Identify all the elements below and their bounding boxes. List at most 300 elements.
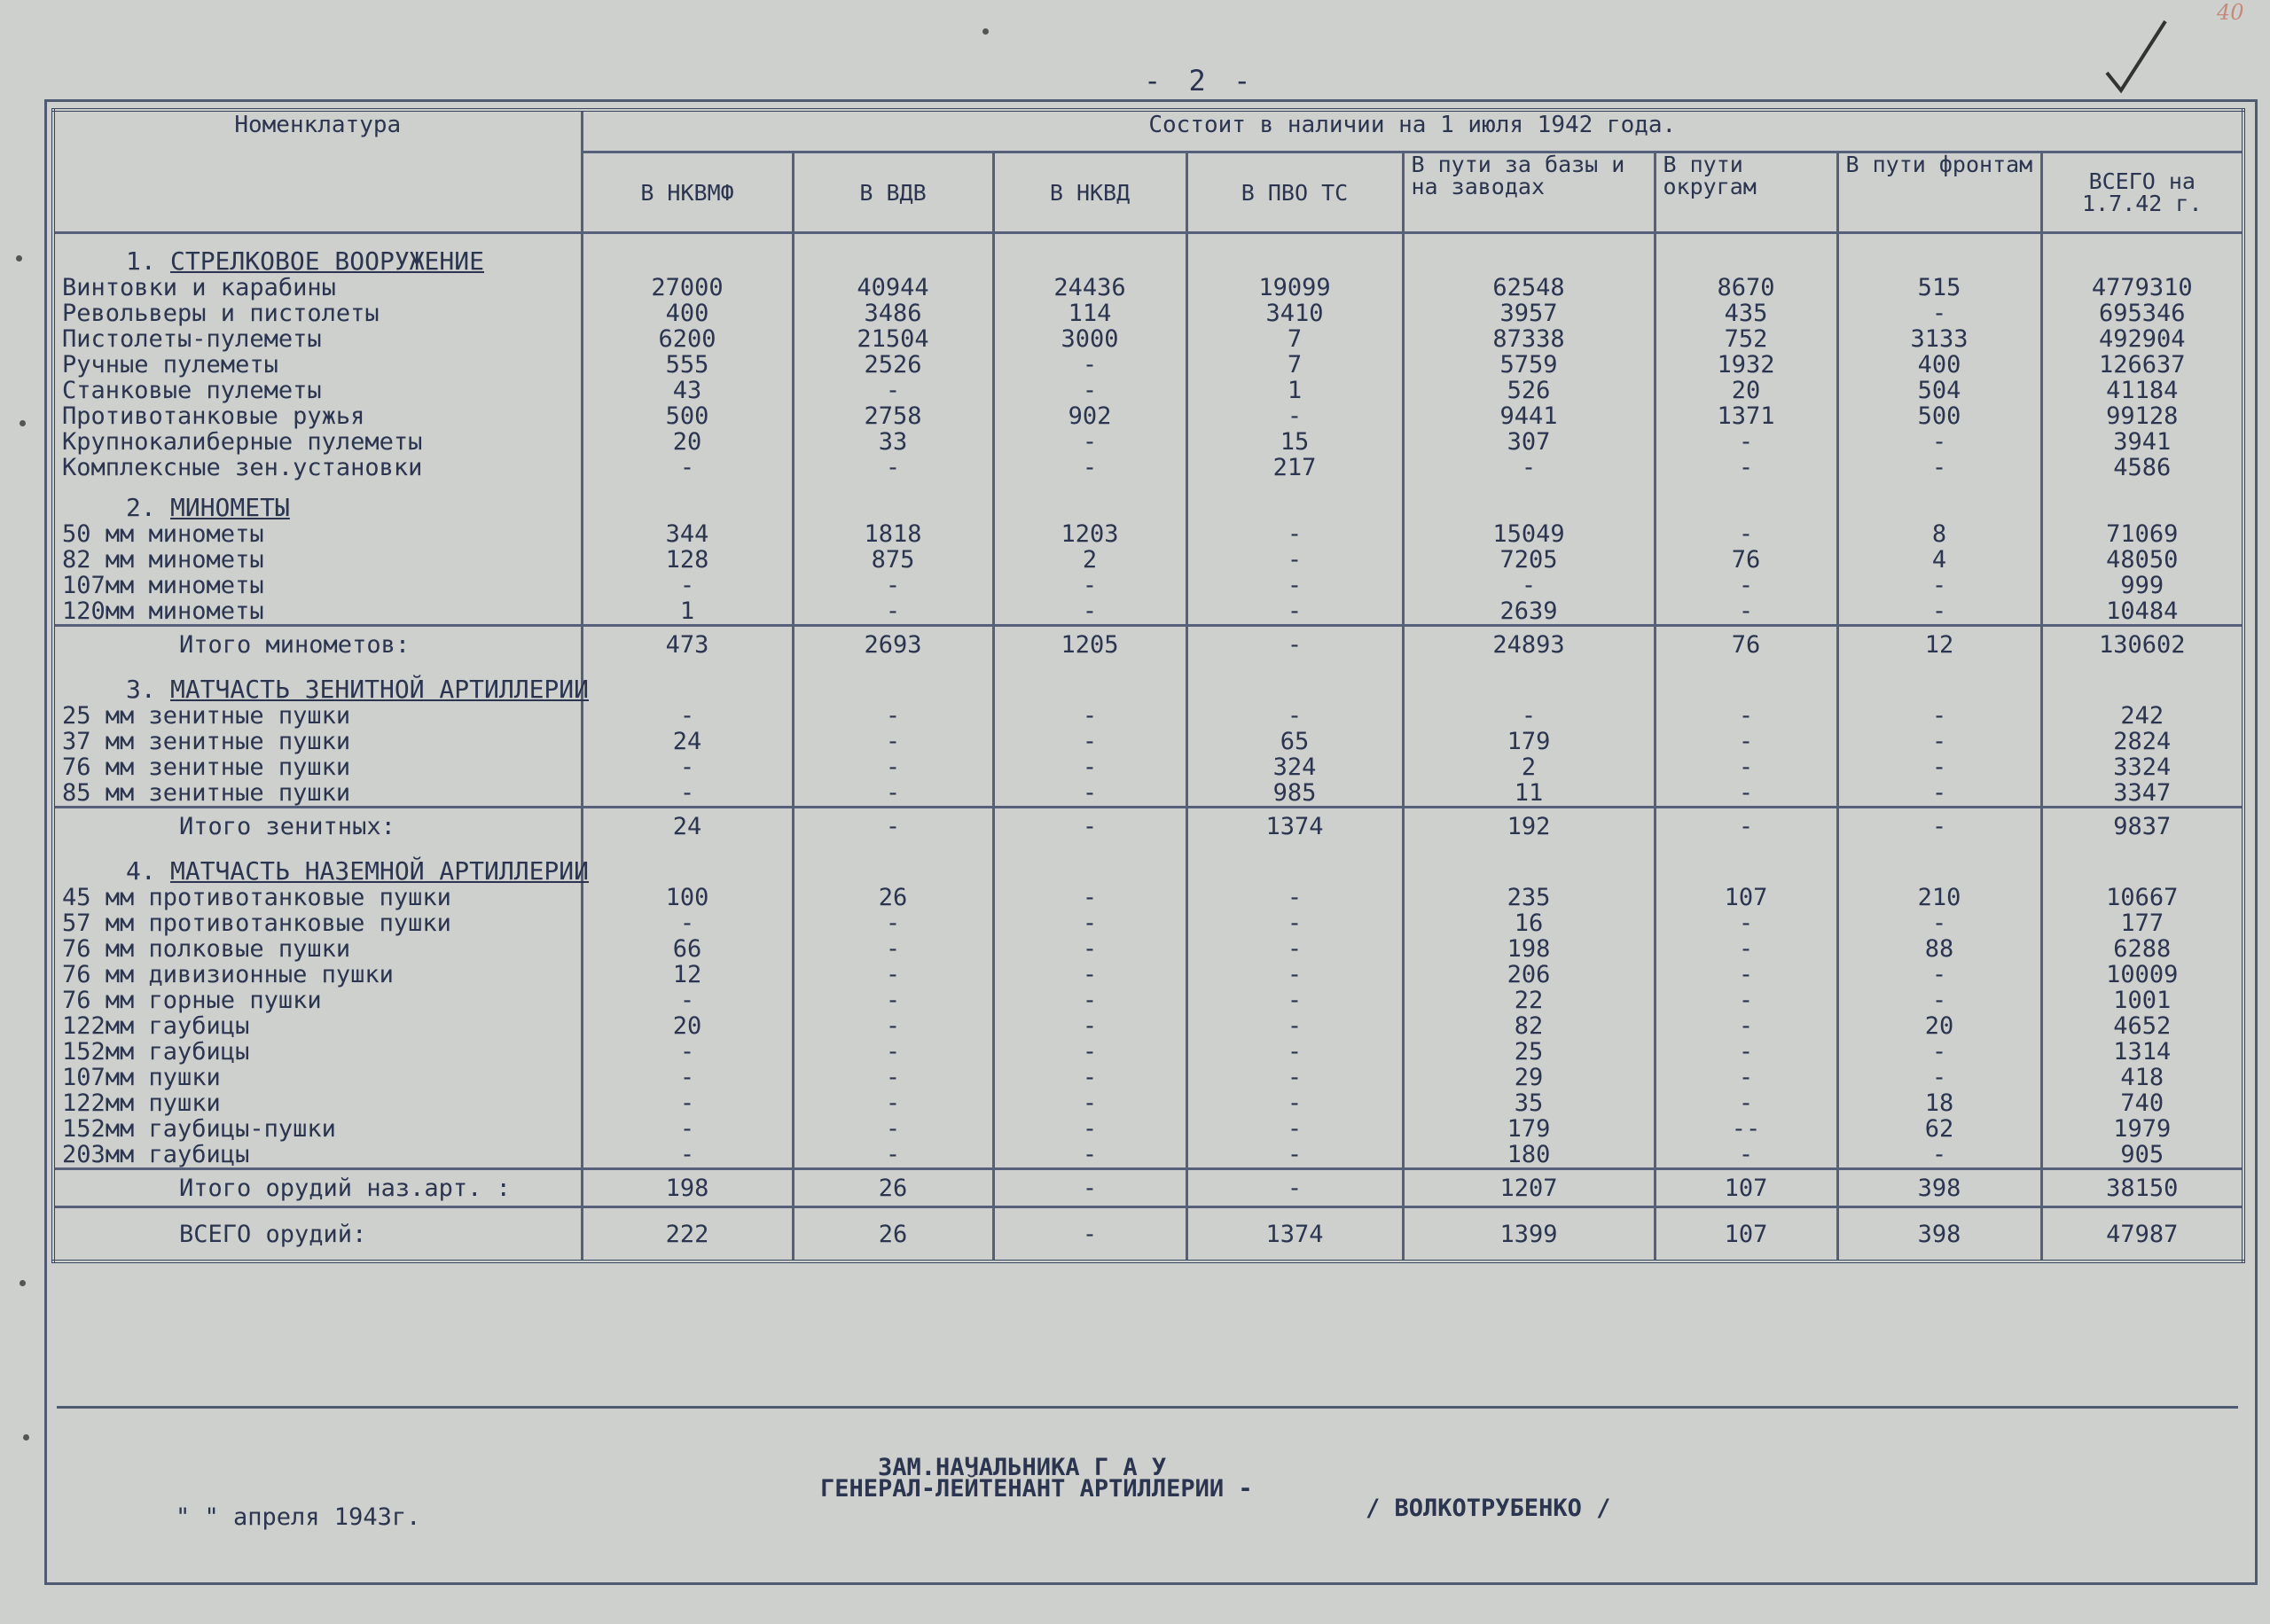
- cell-value: 198: [582, 1169, 793, 1207]
- signature-date: " " апреля 1943г.: [176, 1503, 421, 1531]
- cell-value: -: [1186, 910, 1403, 936]
- cell-value: -: [993, 1142, 1186, 1169]
- cell-value: 4586: [2041, 455, 2243, 480]
- cell-value: 398: [1837, 1169, 2041, 1207]
- cell-value: -: [582, 988, 793, 1013]
- cell-value: 24: [582, 808, 793, 845]
- row-label: Пистолеты-пулеметы: [53, 326, 582, 352]
- cell-value: 43: [582, 378, 793, 403]
- cell-value: 179: [1403, 1116, 1655, 1142]
- cell-value: 905: [2041, 1142, 2243, 1169]
- archive-mark: 40: [2217, 0, 2244, 25]
- signature-name: / ВОЛКОТРУБЕНКО /: [1366, 1495, 1611, 1522]
- row-label: Станковые пулеметы: [53, 378, 582, 403]
- cell-value: 400: [1837, 352, 2041, 378]
- cell-value: -: [993, 378, 1186, 403]
- cell-value: -: [582, 754, 793, 780]
- cell-value: -: [1837, 1039, 2041, 1065]
- cell-value: -: [1837, 910, 2041, 936]
- cell-value: 2758: [793, 403, 993, 429]
- cell-value: -: [1655, 962, 1837, 988]
- cell-value: -: [1403, 573, 1655, 598]
- punch-hole: [20, 1280, 26, 1286]
- cell-value: -: [993, 1039, 1186, 1065]
- cell-value: -: [993, 808, 1186, 845]
- cell-value: -: [793, 808, 993, 845]
- cell-value: 100: [582, 885, 793, 910]
- cell-value: 198: [1403, 936, 1655, 962]
- table-row: [53, 754, 2243, 780]
- cell-value: 1: [582, 598, 793, 626]
- span-title: Состоит в наличии на 1 июля 1942 года.: [582, 110, 2243, 152]
- table-row: [53, 378, 2243, 403]
- cell-value: 15049: [1403, 521, 1655, 547]
- cell-value: -: [1186, 547, 1403, 573]
- section-number: 1.: [126, 246, 156, 276]
- cell-value: 985: [1186, 780, 1403, 808]
- row-label: Итого зенитных:: [53, 808, 582, 845]
- cell-value: 29: [1403, 1065, 1655, 1090]
- cell-value: -: [1655, 521, 1837, 547]
- cell-value: 1314: [2041, 1039, 2243, 1065]
- cell-value: 10484: [2041, 598, 2243, 626]
- empty-cell: [582, 233, 793, 276]
- cell-value: 128: [582, 547, 793, 573]
- cell-value: -: [993, 1207, 1186, 1262]
- section-number: 3.: [126, 675, 156, 704]
- cell-value: -: [993, 1090, 1186, 1116]
- cell-value: 3941: [2041, 429, 2243, 455]
- cell-value: -: [1655, 754, 1837, 780]
- empty-cell: [1837, 480, 2041, 521]
- table-row: [53, 1142, 2243, 1169]
- total-row: [53, 808, 2243, 845]
- cell-value: 7: [1186, 326, 1403, 352]
- empty-cell: [2041, 662, 2243, 703]
- cell-value: -: [1837, 729, 2041, 754]
- cell-value: -: [793, 1039, 993, 1065]
- cell-value: 24436: [993, 275, 1186, 301]
- empty-cell: [1837, 844, 2041, 885]
- cell-value: 35: [1403, 1090, 1655, 1116]
- cell-value: -: [993, 598, 1186, 626]
- cell-value: -: [1403, 455, 1655, 480]
- cell-value: -: [1655, 598, 1837, 626]
- cell-value: 48050: [2041, 547, 2243, 573]
- empty-cell: [1655, 844, 1837, 885]
- empty-cell: [2041, 480, 2243, 521]
- cell-value: -: [1655, 703, 1837, 729]
- cell-value: 20: [1655, 378, 1837, 403]
- cell-value: -: [1655, 1013, 1837, 1039]
- cell-value: -: [993, 1013, 1186, 1039]
- row-label: Винтовки и карабины: [53, 275, 582, 301]
- cell-value: -: [1186, 1090, 1403, 1116]
- cell-value: -: [582, 1090, 793, 1116]
- cell-value: -: [993, 573, 1186, 598]
- cell-value: -: [1655, 455, 1837, 480]
- cell-value: -: [993, 703, 1186, 729]
- cell-value: -: [793, 729, 993, 754]
- bottom-rule: [57, 1406, 2238, 1409]
- grand-total-row: [53, 1207, 2243, 1262]
- cell-value: 1374: [1186, 1207, 1403, 1262]
- cell-value: 235: [1403, 885, 1655, 910]
- table-row: [53, 910, 2243, 936]
- table-row: [53, 780, 2243, 808]
- empty-cell: [1655, 233, 1837, 276]
- table-row: [53, 729, 2243, 754]
- cell-value: -: [582, 910, 793, 936]
- column-header: В пути фронтам: [1837, 152, 2041, 233]
- cell-value: -: [793, 780, 993, 808]
- cell-value: 222: [582, 1207, 793, 1262]
- cell-value: 12: [1837, 626, 2041, 663]
- table-row: [53, 301, 2243, 326]
- empty-cell: [1186, 662, 1403, 703]
- table-body: [53, 233, 2243, 1262]
- row-label: 107мм минометы: [53, 573, 582, 598]
- cell-value: 16: [1403, 910, 1655, 936]
- cell-value: -: [1186, 1142, 1403, 1169]
- cell-value: -: [793, 703, 993, 729]
- cell-value: 20: [582, 429, 793, 455]
- cell-value: -: [993, 754, 1186, 780]
- cell-value: -: [1186, 573, 1403, 598]
- empty-cell: [582, 844, 793, 885]
- empty-cell: [2041, 233, 2243, 276]
- cell-value: 515: [1837, 275, 2041, 301]
- row-label: 76 мм полковые пушки: [53, 936, 582, 962]
- cell-value: -: [582, 573, 793, 598]
- cell-value: 1399: [1403, 1207, 1655, 1262]
- cell-value: -: [1403, 703, 1655, 729]
- empty-cell: [993, 844, 1186, 885]
- cell-value: -: [793, 455, 993, 480]
- cell-value: 555: [582, 352, 793, 378]
- cell-value: 3486: [793, 301, 993, 326]
- cell-value: -: [1837, 573, 2041, 598]
- cell-value: 99128: [2041, 403, 2243, 429]
- empty-cell: [793, 662, 993, 703]
- cell-value: 740: [2041, 1090, 2243, 1116]
- cell-value: 902: [993, 403, 1186, 429]
- empty-cell: [993, 480, 1186, 521]
- cell-value: 1818: [793, 521, 993, 547]
- row-label: 45 мм противотанковые пушки: [53, 885, 582, 910]
- total-row: [53, 626, 2243, 663]
- row-label: 122мм гаубицы: [53, 1013, 582, 1039]
- cell-value: -: [1186, 1013, 1403, 1039]
- column-header: В НКВМФ: [582, 152, 793, 233]
- page-number: - 2 -: [1144, 64, 1256, 98]
- cell-value: -: [1186, 626, 1403, 663]
- table-row: [53, 326, 2243, 352]
- cell-value: 473: [582, 626, 793, 663]
- row-label: Револьверы и пистолеты: [53, 301, 582, 326]
- cell-value: 65: [1186, 729, 1403, 754]
- cell-value: 38150: [2041, 1169, 2243, 1207]
- cell-value: 126637: [2041, 352, 2243, 378]
- cell-value: -: [793, 573, 993, 598]
- cell-value: -: [1655, 1142, 1837, 1169]
- cell-value: 20: [1837, 1013, 2041, 1039]
- cell-value: 24893: [1403, 626, 1655, 663]
- row-label: 50 мм минометы: [53, 521, 582, 547]
- cell-value: 19099: [1186, 275, 1403, 301]
- signature-title: ЗАМ.НАЧАЛЬНИКА Г А У: [878, 1454, 1167, 1481]
- cell-value: 2693: [793, 626, 993, 663]
- empty-cell: [1403, 844, 1655, 885]
- row-label: 203мм гаубицы: [53, 1142, 582, 1169]
- cell-value: -: [1837, 962, 2041, 988]
- table-row: [53, 936, 2243, 962]
- section-title: МИНОМЕТЫ: [169, 493, 290, 522]
- empty-cell: [993, 662, 1186, 703]
- row-label: 25 мм зенитные пушки: [53, 703, 582, 729]
- cell-value: 4779310: [2041, 275, 2243, 301]
- cell-value: -: [1186, 936, 1403, 962]
- punch-hole: [16, 255, 22, 262]
- cell-value: -: [1186, 885, 1403, 910]
- table-row: [53, 521, 2243, 547]
- cell-value: -: [582, 780, 793, 808]
- section-number: 4.: [126, 856, 156, 886]
- cell-value: 435: [1655, 301, 1837, 326]
- cell-value: 26: [793, 1207, 993, 1262]
- cell-value: -: [1837, 780, 2041, 808]
- cell-value: -: [1186, 598, 1403, 626]
- row-label: Итого орудий наз.арт. :: [53, 1169, 582, 1207]
- cell-value: 2: [1403, 754, 1655, 780]
- cell-value: -: [993, 352, 1186, 378]
- cell-value: 324: [1186, 754, 1403, 780]
- cell-value: -: [1655, 910, 1837, 936]
- empty-cell: [993, 233, 1186, 276]
- cell-value: 20: [582, 1013, 793, 1039]
- cell-value: 217: [1186, 455, 1403, 480]
- row-label: Итого минометов:: [53, 626, 582, 663]
- cell-value: 875: [793, 547, 993, 573]
- empty-cell: [1186, 480, 1403, 521]
- table-row: [53, 988, 2243, 1013]
- cell-value: -: [1837, 598, 2041, 626]
- cell-value: -: [993, 962, 1186, 988]
- cell-value: 87338: [1403, 326, 1655, 352]
- column-header: В пути округам: [1655, 152, 1837, 233]
- cell-value: 71069: [2041, 521, 2243, 547]
- cell-value: -: [993, 1169, 1186, 1207]
- cell-value: -: [1837, 1065, 2041, 1090]
- cell-value: 88: [1837, 936, 2041, 962]
- nomenclature-header: Номенклатура: [53, 110, 582, 233]
- section-heading-row: [53, 480, 2243, 521]
- cell-value: 76: [1655, 547, 1837, 573]
- cell-value: 307: [1403, 429, 1655, 455]
- cell-value: 1932: [1655, 352, 1837, 378]
- row-label: Комплексные зен.установки: [53, 455, 582, 480]
- cell-value: 344: [582, 521, 793, 547]
- cell-value: 41184: [2041, 378, 2243, 403]
- row-label: 152мм гаубицы-пушки: [53, 1116, 582, 1142]
- cell-value: -: [1186, 988, 1403, 1013]
- cell-value: -: [1655, 780, 1837, 808]
- section-heading-row: [53, 844, 2243, 885]
- cell-value: 1203: [993, 521, 1186, 547]
- cell-value: 500: [582, 403, 793, 429]
- table-row: [53, 352, 2243, 378]
- empty-cell: [1655, 662, 1837, 703]
- cell-value: 1001: [2041, 988, 2243, 1013]
- cell-value: 4: [1837, 547, 2041, 573]
- column-header: В пути за базы и на заводах: [1403, 152, 1655, 233]
- cell-value: 114: [993, 301, 1186, 326]
- cell-value: -: [793, 598, 993, 626]
- empty-cell: [1837, 233, 2041, 276]
- cell-value: 492904: [2041, 326, 2243, 352]
- cell-value: 752: [1655, 326, 1837, 352]
- cell-value: 8670: [1655, 275, 1837, 301]
- cell-value: 2: [993, 547, 1186, 573]
- row-label: 152мм гаубицы: [53, 1039, 582, 1065]
- cell-value: 4652: [2041, 1013, 2243, 1039]
- row-label: 82 мм минометы: [53, 547, 582, 573]
- cell-value: 40944: [793, 275, 993, 301]
- cell-value: -: [1655, 1090, 1837, 1116]
- table-row: [53, 547, 2243, 573]
- table-row: [53, 403, 2243, 429]
- table-row: [53, 455, 2243, 480]
- cell-value: -: [993, 910, 1186, 936]
- cell-value: -: [793, 962, 993, 988]
- cell-value: -: [582, 1142, 793, 1169]
- cell-value: 179: [1403, 729, 1655, 754]
- cell-value: -: [793, 1090, 993, 1116]
- cell-value: 62: [1837, 1116, 2041, 1142]
- cell-value: 1979: [2041, 1116, 2243, 1142]
- cell-value: 1205: [993, 626, 1186, 663]
- table-row: [53, 429, 2243, 455]
- empty-cell: [1403, 662, 1655, 703]
- cell-value: -: [1655, 573, 1837, 598]
- row-label: Крупнокалиберные пулеметы: [53, 429, 582, 455]
- cell-value: 21504: [793, 326, 993, 352]
- row-label: 85 мм зенитные пушки: [53, 780, 582, 808]
- cell-value: -: [1186, 521, 1403, 547]
- row-label: Противотанковые ружья: [53, 403, 582, 429]
- cell-value: 500: [1837, 403, 2041, 429]
- section-number: 2.: [126, 493, 156, 522]
- cell-value: -: [1655, 729, 1837, 754]
- table-row: [53, 275, 2243, 301]
- cell-value: -: [1655, 808, 1837, 845]
- cell-value: 10009: [2041, 962, 2243, 988]
- cell-value: -: [1655, 988, 1837, 1013]
- cell-value: -: [993, 1116, 1186, 1142]
- cell-value: 82: [1403, 1013, 1655, 1039]
- cell-value: -: [793, 754, 993, 780]
- cell-value: -: [1837, 754, 2041, 780]
- cell-value: 130602: [2041, 626, 2243, 663]
- cell-value: -: [993, 780, 1186, 808]
- cell-value: 3000: [993, 326, 1186, 352]
- column-header: ВСЕГО на 1.7.42 г.: [2041, 152, 2243, 233]
- cell-value: 7: [1186, 352, 1403, 378]
- column-header: В ПВО ТС: [1186, 152, 1403, 233]
- cell-value: 12: [582, 962, 793, 988]
- cell-value: --: [1655, 1116, 1837, 1142]
- cell-value: -: [1837, 301, 2041, 326]
- cell-value: -: [793, 910, 993, 936]
- empty-cell: [1403, 480, 1655, 521]
- cell-value: 210: [1837, 885, 2041, 910]
- cell-value: -: [1186, 703, 1403, 729]
- row-label: 76 мм дивизионные пушки: [53, 962, 582, 988]
- section-title: МАТЧАСТЬ ЗЕНИТНОЙ АРТИЛЛЕРИИ: [169, 675, 589, 704]
- column-header: В НКВД: [993, 152, 1186, 233]
- cell-value: -: [1186, 1039, 1403, 1065]
- cell-value: -: [793, 1116, 993, 1142]
- punch-hole: [20, 420, 26, 426]
- inventory-table: [51, 108, 2245, 1263]
- cell-value: 3324: [2041, 754, 2243, 780]
- cell-value: -: [582, 703, 793, 729]
- cell-value: 7205: [1403, 547, 1655, 573]
- cell-value: 11: [1403, 780, 1655, 808]
- cell-value: -: [1186, 1116, 1403, 1142]
- empty-cell: [793, 844, 993, 885]
- section-heading-row: [53, 662, 2243, 703]
- total-row: [53, 1169, 2243, 1207]
- cell-value: -: [993, 988, 1186, 1013]
- cell-value: 62548: [1403, 275, 1655, 301]
- table-row: [53, 703, 2243, 729]
- cell-value: 3133: [1837, 326, 2041, 352]
- row-label: 76 мм горные пушки: [53, 988, 582, 1013]
- section-title: МАТЧАСТЬ НАЗЕМНОЙ АРТИЛЛЕРИИ: [169, 856, 589, 886]
- cell-value: 1374: [1186, 808, 1403, 845]
- cell-value: 24: [582, 729, 793, 754]
- cell-value: 1: [1186, 378, 1403, 403]
- cell-value: -: [1186, 962, 1403, 988]
- cell-value: 9441: [1403, 403, 1655, 429]
- cell-value: 999: [2041, 573, 2243, 598]
- cell-value: 66: [582, 936, 793, 962]
- cell-value: 398: [1837, 1207, 2041, 1262]
- cell-value: -: [993, 455, 1186, 480]
- row-label: 120мм минометы: [53, 598, 582, 626]
- cell-value: -: [1655, 1065, 1837, 1090]
- cell-value: -: [1837, 1142, 2041, 1169]
- cell-value: 8: [1837, 521, 2041, 547]
- cell-value: -: [1186, 1169, 1403, 1207]
- cell-value: -: [793, 988, 993, 1013]
- section-title: СТРЕЛКОВОЕ ВООРУЖЕНИЕ: [169, 246, 484, 276]
- cell-value: 1207: [1403, 1169, 1655, 1207]
- cell-value: 242: [2041, 703, 2243, 729]
- cell-value: -: [582, 1116, 793, 1142]
- cell-value: 177: [2041, 910, 2243, 936]
- row-label: Ручные пулеметы: [53, 352, 582, 378]
- cell-value: 2526: [793, 352, 993, 378]
- punch-hole: [23, 1434, 29, 1441]
- empty-cell: [1837, 662, 2041, 703]
- cell-value: 418: [2041, 1065, 2243, 1090]
- cell-value: 504: [1837, 378, 2041, 403]
- cell-value: -: [793, 936, 993, 962]
- empty-cell: [1655, 480, 1837, 521]
- empty-cell: [2041, 844, 2243, 885]
